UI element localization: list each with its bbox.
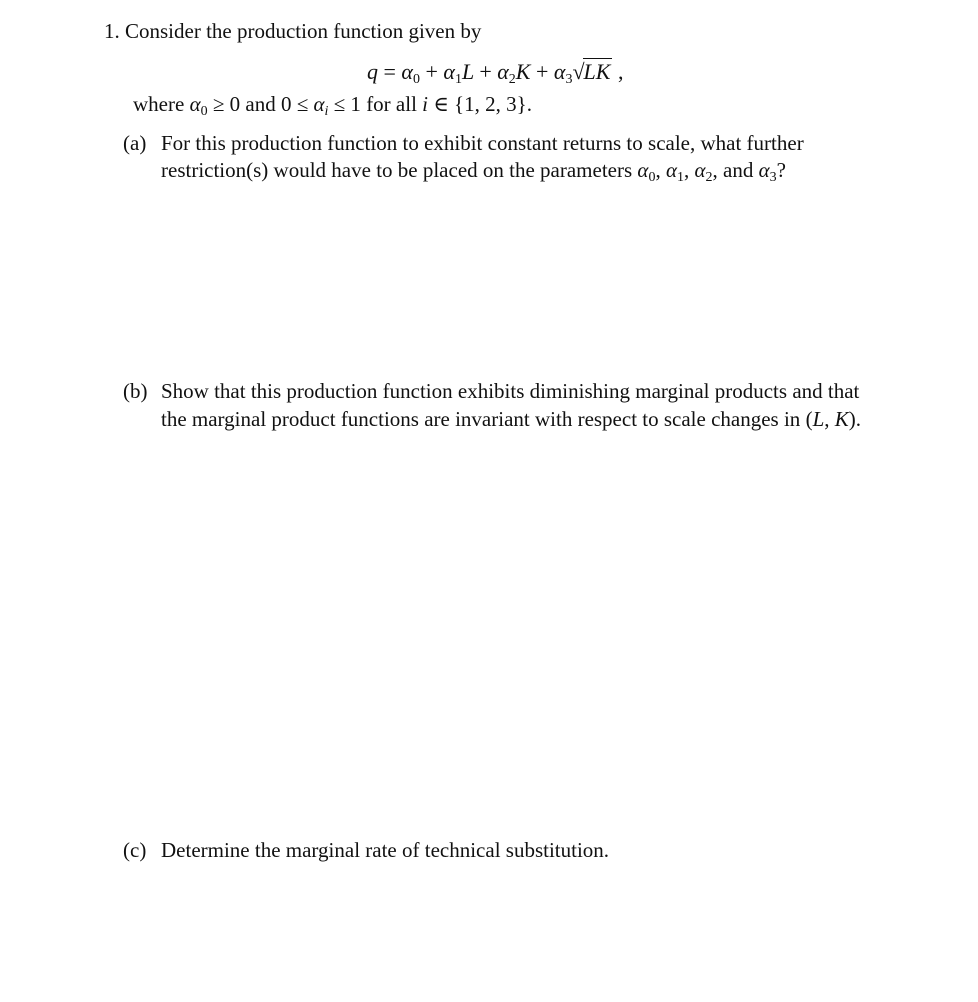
part-a-text-1: For this production function to exhibit constant returns to scale, what further [161, 131, 804, 155]
part-a-line-2: restriction(s) would have to be placed on the parameters $\alpha_0$, $\alpha_1$, $\alpha_2$, and $\alpha_3$? [161, 158, 786, 185]
part-a-label: (a) [123, 131, 147, 155]
square-root: √LK [572, 59, 611, 84]
production-function-equation: $q = \alpha_0 + \alpha_1L + \alpha_2K + \alpha_3√LK$ , [367, 59, 624, 87]
question-number: 1. [104, 19, 120, 43]
part-b-label: (b) [123, 379, 148, 403]
part-a-and: and [723, 158, 754, 182]
parameter-constraints: where $\alpha_0 \ge 0$ and $0 \le \alpha_i \le 1$ for all i ∈ {1, 2, 3}. [133, 92, 532, 119]
part-b-text-2: the marginal product functions are invariant with respect to scale changes in [161, 407, 801, 431]
part-b-line-1 [123, 377, 859, 405]
part-a-text-2: restriction(s) would have to be placed on the parameters [161, 158, 633, 182]
and-word: and [245, 92, 276, 116]
part-b-line-2: the marginal product functions are invariant with respect to scale changes in (L, K). [161, 407, 862, 431]
where-word: where [133, 92, 185, 116]
question-intro: Consider the production function given by [125, 19, 482, 43]
part-b-text-1: Show that this production function exhibits diminishing marginal products and that [161, 379, 860, 403]
part-c-label: (c) [123, 838, 147, 862]
part-c-text: Determine the marginal rate of technical substitution. [161, 838, 610, 862]
question-header [104, 17, 481, 45]
for-all-word: for all [366, 92, 417, 116]
part-a-line-1 [123, 129, 804, 157]
part-c-line [123, 836, 609, 864]
